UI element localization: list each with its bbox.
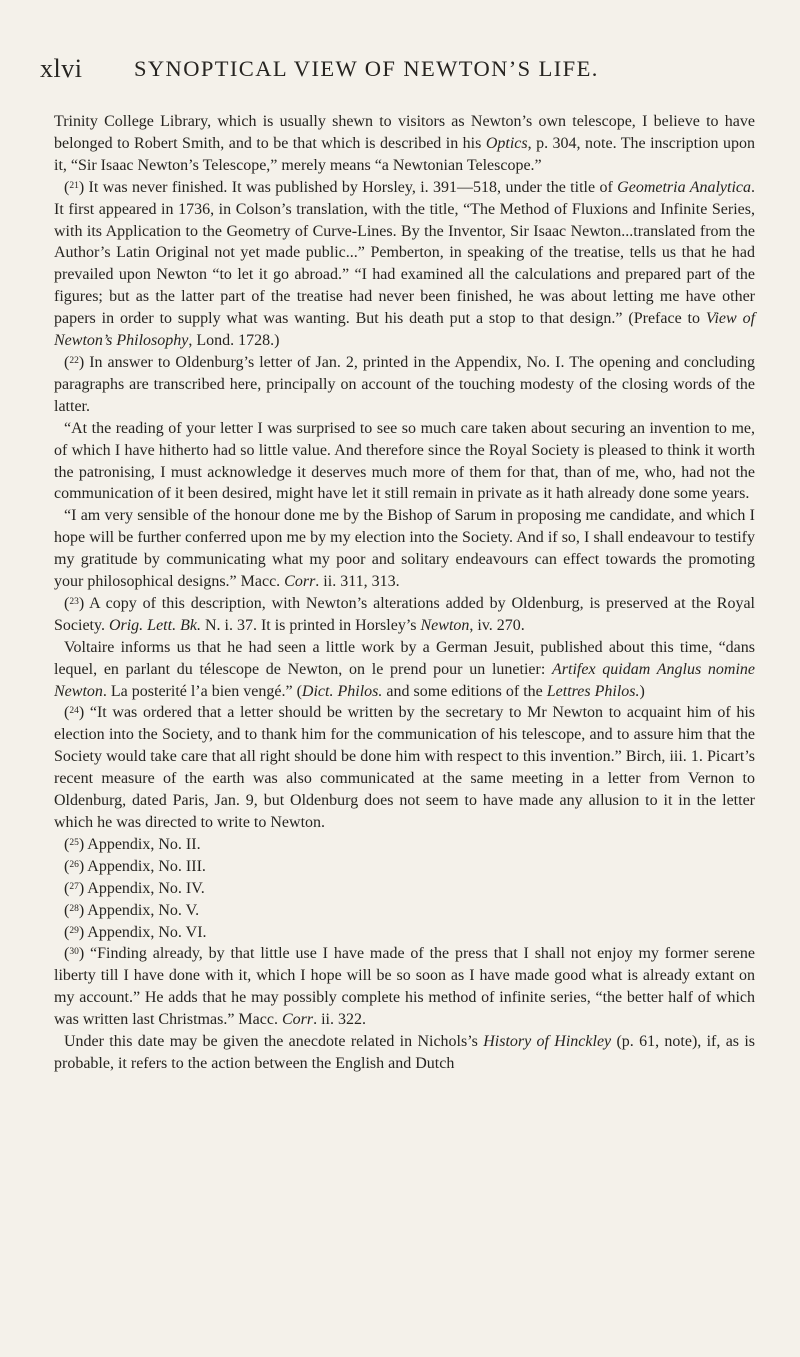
text: “It was ordered that a letter should be written by the secretary to Mr Newton to acquaint him of his election into the Society, and to thank him for the communication of his telescope, and to assure him that the Society would take care that all right should be done him with respect to this invention.” Birch, iii. 1. Picart’s recent measure of the earth was also communicated at the same meeting in a letter from Vernon to Oldenburg, dated Paris, Jan. 9, but Oldenburg does not seem to have made any allusion to it in the letter which he was directed to write to Newton. [54,704,755,831]
running-title: SYNOPTICAL VIEW OF NEWTON’S LIFE. [134,56,599,81]
hinckley-paragraph [54,1031,755,1075]
text: Under this date may be given the anecdote related in Nichols’s [64,1033,484,1051]
italic-title: Lettres Philos. [546,682,640,700]
text: , iv. 270. [469,616,525,634]
italic-title: Orig. Lett. Bk. [108,616,201,634]
text: , Lond. 1728.) [188,332,280,350]
italic-title: Optics [485,134,528,152]
text: It was never finished. It was published by Horsley, i. 391—518, under the title of [84,178,618,196]
text: A copy of this description, with Newton’s alterations added by Oldenburg, is preserved at the Royal Society. [54,594,755,634]
note-30: ($^{30}$) “Finding already, by that little use I have made of the press that I shall not enjoy my former serene liberty till I have done with it, which I hope will be so soon as I have made good what is already extant on my account.” He adds that he may possibly complete his method of infinite series, “the better half of which was written last Christmas.” Macc. Corr. ii. 322. [54,945,755,1029]
italic-title: Corr [281,1011,314,1029]
paragraph-continuation [54,111,755,177]
text: Appendix, No. II. [84,835,201,853]
text: Voltaire informs us that he had seen a little work by a German Jesuit, published about this time, “dans lequel, en parlant du télescope de Newton, on le prend pour un lunetier: [54,638,755,678]
note-28: ($^{28}$) Appendix, No. V. [64,901,200,919]
italic-title: View of Newton’s Philosophy [54,310,756,350]
text: N. i. 37. It is printed in Horsley’s [200,616,421,634]
page-header [40,50,740,90]
text: “I am very sensible of the honour done me by the Bishop of Sarum in proposing me candidate, and which I hope will be further conferred upon me by my election into the Society. And if so, I shall endeavour to testify my gratitude by communicating what my poor and solitary endeavours can effect towards the promoting your philosophical designs.” Macc. [54,507,755,591]
text: Appendix, No. VI. [84,923,207,941]
text: . ii. 322. [313,1011,366,1029]
text: . La posterité l’a bien vengé.” ( [102,682,302,700]
italic-title: Geometria Analytica [617,178,752,196]
text: , p. 304, note. The inscription upon it, “Sir Isaac Newton’s Telescope,” merely means “a Newtonian Telescope.” [54,134,755,174]
text: . ii. 311, 313. [315,573,400,591]
text: . It first appeared in 1736, in Colson’s translation, with the title, “The Method of Fluxions and Infinite Series, with its Application to the Geometry of Curve-Lines. By the Inventor, Sir Isaac Newton...translated from the Author’s Latin Original not yet made public...” Pemberton, in speaking of the treatise, tells us that he had prevailed upon Newton “to let it go abroad.” “I had examined all the calculations and prepared part of the figures; but as the latter part of the treatise had never been finished, he was about letting me have other papers in order to supply what was wanting. But his death put a stop to that design.” (Preface to [54,178,756,328]
note-25: ($^{25}$) Appendix, No. II. [64,835,201,853]
note-29: ($^{29}$) Appendix, No. VI. [64,923,207,941]
text: Trinity College Library, which is usually shewn to visitors as Newton’s own telescope, I believe to have belonged to Robert Smith, and to be that which is described in his [54,113,755,152]
note-number: 27 [69,881,79,892]
text: “At the reading of your letter I was surprised to see so much care taken about securing an invention to me, of which I have hitherto had so little value. And therefore since the Royal Society is pleased to think it worth the patronising, I must acknowledge it deserves much more of them for that, than of me, who, had not the communication of it been desired, might have let it still remain in private as it hath already done some years. [54,419,755,503]
note-number: 26 [69,859,79,870]
note-26: ($^{26}$) Appendix, No. III. [64,857,206,875]
note-number: 29 [69,925,79,936]
italic-title: Dict. Philos. [301,682,383,700]
note-number: 28 [69,903,79,914]
note-number: 30 [69,947,79,958]
note-number: 22 [69,355,79,366]
text: and some editions of the [382,682,547,700]
note-number: 21 [69,180,79,191]
body-text [54,111,755,1075]
italic-title: Newton [420,616,470,634]
text: (p. 61, note), if, as is probable, it refers to the action between the English and Dutch [54,1033,756,1072]
italic-title: Corr [284,573,316,591]
italic-title: History of Hinckley [483,1033,612,1051]
text: Appendix, No. V. [84,901,200,919]
note-22: ($^{22}$) In answer to Oldenburg’s letter of Jan. 2, printed in the Appendix, No. I. The opening and concluding paragraphs are transcribed here, principally on account of the touching modesty of the closing words of the latter. [54,353,755,415]
text: ) [639,682,645,700]
voltaire-paragraph [54,637,755,703]
note-27: ($^{27}$) Appendix, No. IV. [64,879,205,897]
text: Appendix, No. III. [84,857,206,875]
text: In answer to Oldenburg’s letter of Jan. 2, printed in the Appendix, No. I. The opening and concluding paragraphs are transcribed here, principally on account of the touching modesty of the closing words of the latter. [54,353,755,415]
page-number: xlvi [40,54,83,83]
note-21: ($^{21}$) It was never finished. It was published by Horsley, i. 391—518, under the title of Geometria Analytica. It first appeared in 1736, in Colson’s translation, with the title, “The Method of Fluxions and Infinite Series, with its Application to the Geometry of Curve-Lines. By the Inventor, Sir Isaac Newton...translated from the Author’s Latin Original not yet made public...” Pemberton, in speaking of the treatise, tells us that he had prevailed upon Newton “to let it go abroad.” “I had examined all the calculations and prepared part of the figures; but as the latter part of the treatise had never been finished, he was about letting me have other papers in order to supply what was wanting. But his death put a stop to that design.” (Preface to View of Newton’s Philosophy, Lond. 1728.) [54,178,756,350]
quote-paragraph-2 [54,505,755,593]
note-number: 25 [69,837,79,848]
appendix-notes [54,834,755,944]
note-number: 23 [69,596,79,607]
text: “Finding already, by that little use I have made of the press that I shall not enjoy my former serene liberty till I have done with it, which I hope will be so soon as I have made good what is already extant on my account.” He adds that he may possibly complete his method of infinite series, “the better half of which was written last Christmas.” Macc. [54,945,755,1029]
note-24: ($^{24}$) “It was ordered that a letter should be written by the secretary to Mr Newton to acquaint him of his election into the Society, and to thank him for the communication of his telescope, and to assure him that the Society would take care that all right should be done him with respect to this invention.” Birch, iii. 1. Picart’s recent measure of the earth was also communicated at the same meeting in a letter from Vernon to Oldenburg, dated Paris, Jan. 9, but Oldenburg does not seem to have made any allusion to it in the letter which he was directed to write to Newton. [54,704,755,831]
text: Appendix, No. IV. [84,879,205,897]
note-23: ($^{23}$) A copy of this description, with Newton’s alterations added by Oldenburg, is preserved at the Royal Society. Orig. Lett. Bk. N. i. 37. It is printed in Horsley’s Newton, iv. 270. [54,594,755,634]
italic-title: Artifex quidam Anglus nomine Newton [54,660,756,700]
quote-paragraph-1 [54,418,755,506]
note-number: 24 [69,706,79,717]
